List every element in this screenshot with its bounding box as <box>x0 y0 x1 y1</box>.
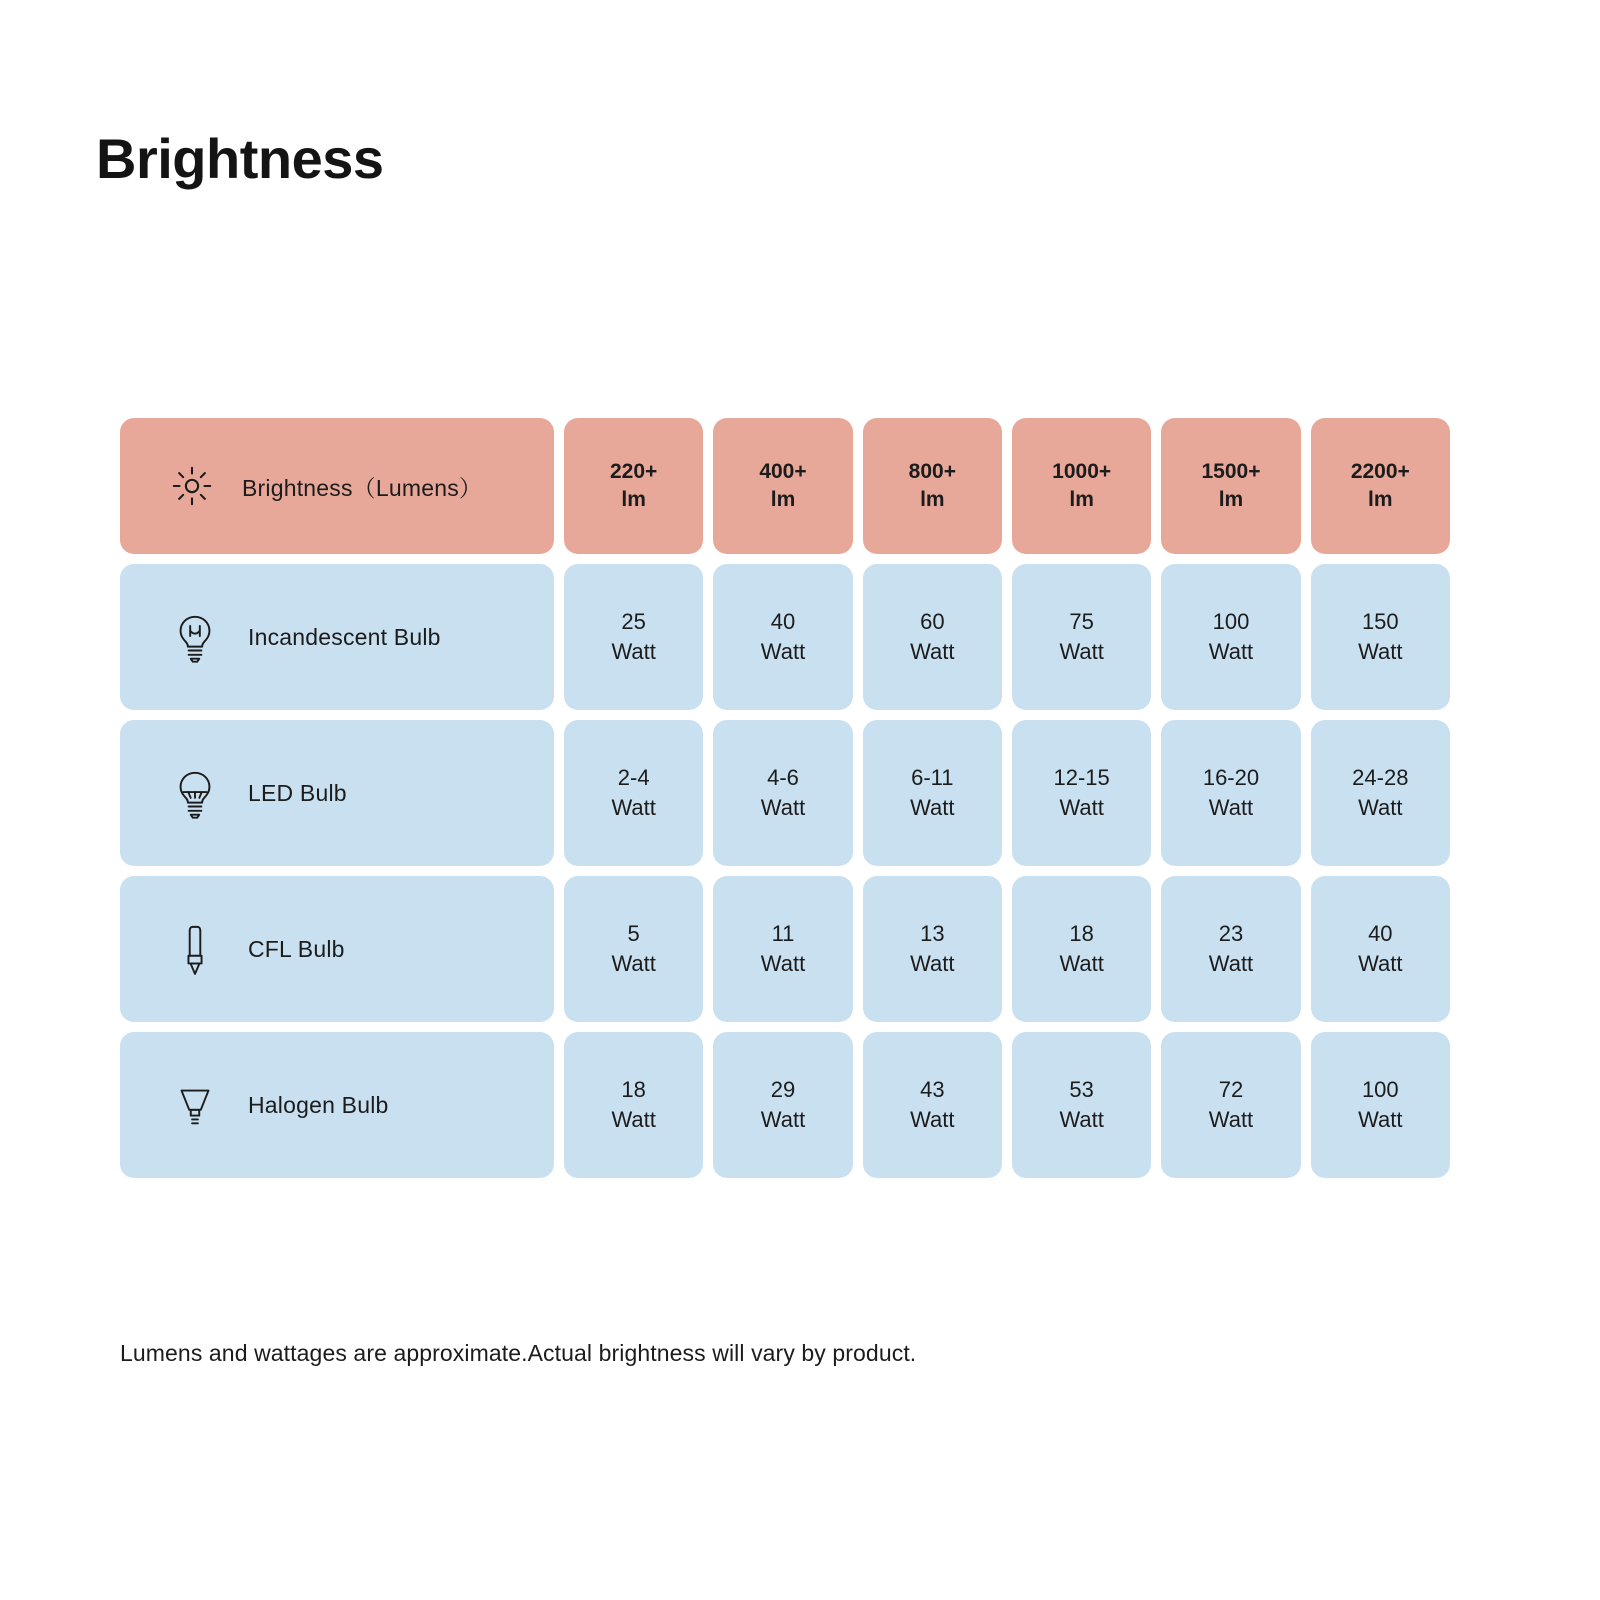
halogen-bulb-icon <box>168 1076 222 1134</box>
cell-incandescent-1 <box>564 564 703 710</box>
header-column-1 <box>564 418 703 554</box>
cell-halogen-5 <box>1161 1032 1300 1178</box>
header-column-5 <box>1161 418 1300 554</box>
cfl-bulb-icon <box>168 920 222 978</box>
cell-value: 40 <box>1368 921 1393 947</box>
cell-incandescent-6 <box>1311 564 1450 710</box>
cell-unit: Watt <box>1208 795 1254 820</box>
cell-value: 60 <box>920 609 945 635</box>
cell-halogen-2 <box>713 1032 852 1178</box>
cell-unit: Watt <box>910 795 955 820</box>
cell-unit: Watt <box>1208 951 1254 976</box>
cell-unit: Watt <box>611 639 656 664</box>
cell-unit: Watt <box>1059 951 1104 976</box>
header-label-text: Brightness（Lumens） <box>242 474 483 501</box>
cell-cfl-2 <box>713 876 852 1022</box>
header-column-4 <box>1012 418 1151 554</box>
cell-unit: Watt <box>1358 639 1403 664</box>
row-label-text: Halogen Bulb <box>248 1091 389 1118</box>
cell-value: 24-28 <box>1352 765 1409 791</box>
cell-incandescent-3 <box>863 564 1002 710</box>
cell-value: 18 <box>621 1077 646 1103</box>
cell-unit: Watt <box>910 1107 955 1132</box>
table-header-row <box>120 418 1450 554</box>
cell-halogen-3 <box>863 1032 1002 1178</box>
cell-halogen-1 <box>564 1032 703 1178</box>
cell-value: 100 <box>1212 609 1250 635</box>
cell-value: 150 <box>1361 609 1399 635</box>
table-row <box>120 720 1450 866</box>
cell-unit: Watt <box>760 1107 806 1132</box>
cell-value: 100 <box>1361 1077 1399 1103</box>
cell-unit: Watt <box>1358 951 1403 976</box>
cell-halogen-6 <box>1311 1032 1450 1178</box>
row-label-cell-incandescent <box>120 564 554 710</box>
brightness-table <box>120 418 1450 1178</box>
cell-unit: Watt <box>611 1107 656 1132</box>
cell-led-5 <box>1161 720 1300 866</box>
cell-halogen-4 <box>1012 1032 1151 1178</box>
cell-unit: Watt <box>611 795 656 820</box>
cell-unit: Watt <box>760 639 806 664</box>
header-column-4-unit: lm <box>1069 488 1094 511</box>
cell-value: 4-6 <box>767 765 799 791</box>
cell-unit: Watt <box>760 951 806 976</box>
cell-value: 23 <box>1218 921 1244 947</box>
cell-led-4 <box>1012 720 1151 866</box>
cell-value: 6-11 <box>911 765 954 791</box>
cell-unit: Watt <box>1059 1107 1104 1132</box>
cell-led-1 <box>564 720 703 866</box>
cell-unit: Watt <box>1059 795 1104 820</box>
row-label-text: Incandescent Bulb <box>248 623 441 650</box>
cell-value: 16-20 <box>1202 765 1260 791</box>
cell-unit: Watt <box>611 951 656 976</box>
page-title: Brightness <box>96 127 384 190</box>
row-label-cell-led <box>120 720 554 866</box>
header-column-4-value: 1000+ <box>1052 459 1112 483</box>
cell-incandescent-5 <box>1161 564 1300 710</box>
cell-cfl-3 <box>863 876 1002 1022</box>
cell-value: 72 <box>1218 1077 1244 1103</box>
row-label-text: CFL Bulb <box>248 935 345 962</box>
cell-unit: Watt <box>1358 795 1403 820</box>
cell-value: 25 <box>621 609 646 635</box>
cell-incandescent-4 <box>1012 564 1151 710</box>
row-label-text: LED Bulb <box>248 779 347 806</box>
header-label-cell <box>120 418 554 554</box>
header-column-3 <box>863 418 1002 554</box>
cell-unit: Watt <box>1358 1107 1403 1132</box>
cell-value: 29 <box>770 1077 796 1103</box>
cell-value: 11 <box>771 921 795 947</box>
cell-unit: Watt <box>1059 639 1104 664</box>
cell-value: 53 <box>1069 1077 1094 1103</box>
header-column-3-value: 800+ <box>908 459 956 483</box>
cell-led-6 <box>1311 720 1450 866</box>
cell-unit: Watt <box>910 951 955 976</box>
header-column-5-unit: lm <box>1218 488 1244 511</box>
cell-value: 5 <box>627 921 640 947</box>
header-column-6-unit: lm <box>1368 488 1393 511</box>
cell-unit: Watt <box>910 639 955 664</box>
cell-unit: Watt <box>1208 639 1254 664</box>
header-column-6 <box>1311 418 1450 554</box>
cell-value: 75 <box>1069 609 1094 635</box>
row-label-cell-halogen <box>120 1032 554 1178</box>
table-row <box>120 876 1450 1022</box>
footnote-text: Lumens and wattages are approximate.Actual brightness will vary by product. <box>120 1340 917 1366</box>
cell-cfl-4 <box>1012 876 1151 1022</box>
cell-cfl-5 <box>1161 876 1300 1022</box>
cell-value: 13 <box>920 921 945 947</box>
cell-led-3 <box>863 720 1002 866</box>
table-row <box>120 564 1450 710</box>
header-column-2-value: 400+ <box>759 459 807 483</box>
cell-value: 40 <box>770 609 796 635</box>
header-column-2-unit: lm <box>770 488 796 511</box>
incandescent-bulb-icon <box>168 608 222 666</box>
cell-unit: Watt <box>760 795 806 820</box>
cell-value: 2-4 <box>617 765 650 791</box>
led-bulb-icon <box>168 764 222 822</box>
cell-cfl-1 <box>564 876 703 1022</box>
cell-unit: Watt <box>1208 1107 1254 1132</box>
header-column-1-value: 220+ <box>610 459 658 483</box>
header-column-2 <box>713 418 852 554</box>
header-column-1-unit: lm <box>621 488 646 511</box>
header-column-6-value: 2200+ <box>1350 459 1410 483</box>
sun-icon <box>168 462 216 510</box>
row-label-cell-cfl <box>120 876 554 1022</box>
cell-value: 12-15 <box>1053 765 1110 791</box>
header-column-5-value: 1500+ <box>1201 459 1261 483</box>
cell-cfl-6 <box>1311 876 1450 1022</box>
header-column-3-unit: lm <box>920 488 945 511</box>
cell-led-2 <box>713 720 852 866</box>
cell-incandescent-2 <box>713 564 852 710</box>
cell-value: 18 <box>1069 921 1094 947</box>
table-row <box>120 1032 1450 1178</box>
cell-value: 43 <box>920 1077 945 1103</box>
